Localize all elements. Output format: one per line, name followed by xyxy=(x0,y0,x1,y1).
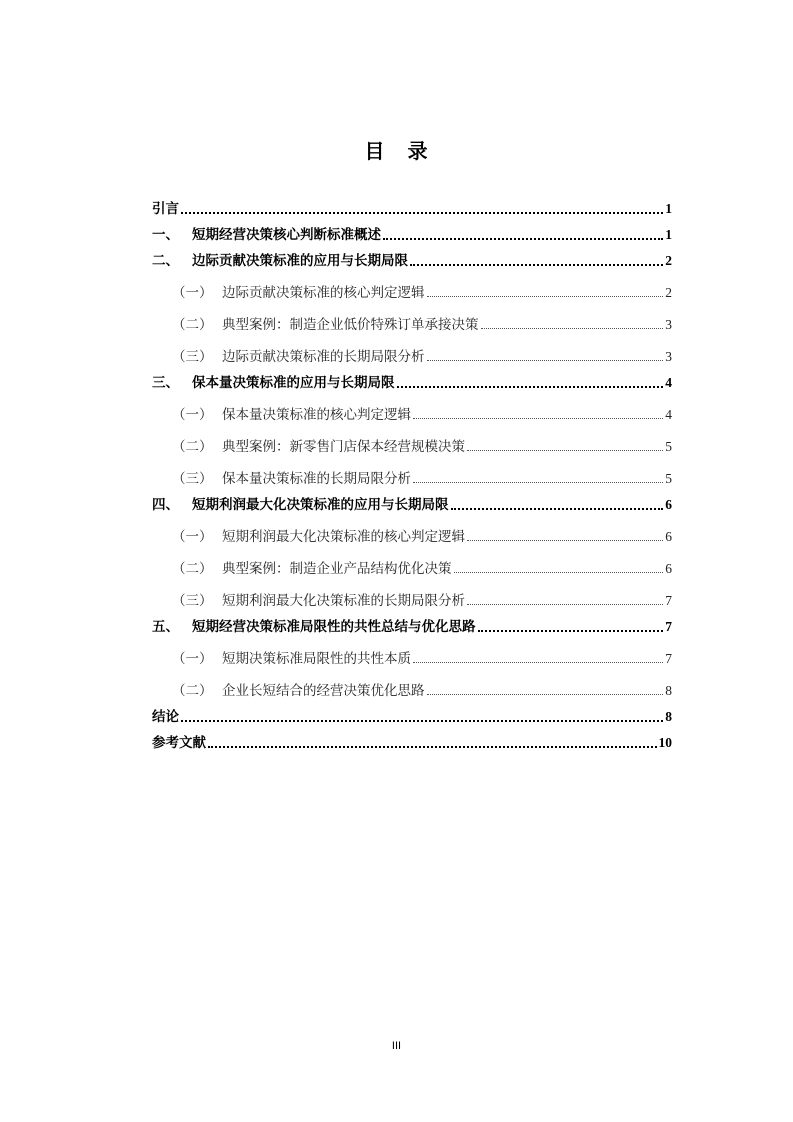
toc-entry-number: （一） xyxy=(172,285,213,301)
toc-dot-leader xyxy=(478,630,664,632)
toc-entry-section[interactable] xyxy=(172,280,672,302)
toc-dot-leader xyxy=(427,296,664,297)
toc-entry-chapter[interactable] xyxy=(152,614,672,636)
toc-entry-title: 保本量决策标准的应用与长期局限 xyxy=(192,375,395,391)
toc-entry-page-number: 5 xyxy=(665,471,672,486)
toc-entry-title: 短期利润最大化决策标准的核心判定逻辑 xyxy=(222,529,465,545)
toc-entry-title: 典型案例：制造企业产品结构优化决策 xyxy=(222,561,452,577)
toc-entry-page-number: 7 xyxy=(665,619,672,634)
toc-entry-page-number: 8 xyxy=(665,683,672,698)
toc-title xyxy=(0,135,793,164)
toc-entry-title: 边际贡献决策标准的长期局限分析 xyxy=(222,349,425,365)
toc-entry-section[interactable] xyxy=(172,588,672,610)
toc-entry-chapter[interactable] xyxy=(152,222,672,244)
toc-title-char-2: 录 xyxy=(407,139,429,163)
toc-entry-chapter[interactable] xyxy=(152,492,672,514)
toc-entry-section[interactable] xyxy=(172,646,672,668)
toc-entry-number: （一） xyxy=(172,407,213,423)
toc-entry-page-number: 6 xyxy=(665,529,672,544)
toc-dot-leader xyxy=(467,604,663,605)
toc-entry-section[interactable] xyxy=(172,434,672,456)
toc-entry-number: （二） xyxy=(172,439,213,455)
toc-dot-leader xyxy=(413,418,663,419)
toc-entry-section[interactable] xyxy=(172,524,672,546)
toc-entry-page-number: 2 xyxy=(665,285,672,300)
toc-entry-chapter[interactable] xyxy=(152,704,672,726)
toc-entry-number: （二） xyxy=(172,683,213,699)
toc-entry-number: 三、 xyxy=(152,375,179,391)
toc-dot-leader xyxy=(410,264,663,266)
toc-entry-section[interactable] xyxy=(172,402,672,424)
toc-entry-number: （二） xyxy=(172,317,213,333)
toc-entry-title: 引言 xyxy=(152,201,179,217)
toc-entry-page-number: 8 xyxy=(665,709,672,724)
toc-dot-leader xyxy=(397,386,664,388)
toc-dot-leader xyxy=(454,572,664,573)
toc-entry-title: 结论 xyxy=(152,709,179,725)
toc-entry-section[interactable] xyxy=(172,344,672,366)
toc-dot-leader xyxy=(451,508,664,510)
toc-dot-leader xyxy=(467,540,663,541)
toc-entry-title: 典型案例：新零售门店保本经营规模决策 xyxy=(222,439,465,455)
toc-dot-leader xyxy=(181,720,663,722)
toc-entry-title: 保本量决策标准的核心判定逻辑 xyxy=(222,407,411,423)
toc-entry-page-number: 2 xyxy=(665,253,672,268)
toc-entry-section[interactable] xyxy=(172,678,672,700)
toc-entry-section[interactable] xyxy=(172,556,672,578)
toc-entry-number: 四、 xyxy=(152,497,179,513)
toc-entry-chapter[interactable] xyxy=(152,730,672,752)
toc-entry-page-number: 3 xyxy=(665,349,672,364)
toc-entry-title: 企业长短结合的经营决策优化思路 xyxy=(222,683,425,699)
toc-entry-number: （三） xyxy=(172,349,213,365)
toc-entry-chapter[interactable] xyxy=(152,370,672,392)
toc-entry-title: 边际贡献决策标准的核心判定逻辑 xyxy=(222,285,425,301)
toc-dot-leader xyxy=(413,482,663,483)
toc-entry-page-number: 7 xyxy=(665,593,672,608)
toc-entry-page-number: 6 xyxy=(665,497,672,512)
toc-entry-number: （二） xyxy=(172,561,213,577)
toc-entry-number: （三） xyxy=(172,471,213,487)
toc-entry-title: 短期经营决策核心判断标准概述 xyxy=(192,227,381,243)
toc-entry-page-number: 4 xyxy=(665,375,672,390)
toc-entry-title: 短期利润最大化决策标准的应用与长期局限 xyxy=(192,497,449,513)
toc-entry-number: （一） xyxy=(172,529,213,545)
toc-dot-leader xyxy=(481,328,664,329)
toc-entry-page-number: 1 xyxy=(665,227,672,242)
toc-entry-number: （一） xyxy=(172,651,213,667)
toc-entry-page-number: 6 xyxy=(665,561,672,576)
toc-entry-page-number: 10 xyxy=(658,735,672,750)
toc-entry-section[interactable] xyxy=(172,312,672,334)
toc-entry-page-number: 5 xyxy=(665,439,672,454)
toc-title-char-1: 目 xyxy=(364,139,386,163)
toc-dot-leader xyxy=(181,212,663,214)
toc-dot-leader xyxy=(208,746,657,748)
toc-dot-leader xyxy=(383,238,663,240)
toc-entry-title: 短期经营决策标准局限性的共性总结与优化思路 xyxy=(192,619,476,635)
toc-entry-page-number: 7 xyxy=(665,651,672,666)
toc-entry-title: 保本量决策标准的长期局限分析 xyxy=(222,471,411,487)
toc-dot-leader xyxy=(413,662,663,663)
toc-entry-page-number: 3 xyxy=(665,317,672,332)
toc-entry-page-number: 1 xyxy=(665,201,672,216)
toc-entry-section[interactable] xyxy=(172,466,672,488)
page-number: III xyxy=(391,1040,402,1052)
toc-entry-title: 典型案例：制造企业低价特殊订单承接决策 xyxy=(222,317,479,333)
toc-entry-chapter[interactable] xyxy=(152,248,672,270)
toc-dot-leader xyxy=(467,450,663,451)
toc-entry-number: 二、 xyxy=(152,253,179,269)
toc-entry-chapter[interactable] xyxy=(152,196,672,218)
toc-entry-title: 参考文献 xyxy=(152,735,206,751)
toc-entry-number: （三） xyxy=(172,593,213,609)
toc-dot-leader xyxy=(427,360,664,361)
toc-entry-number: 一、 xyxy=(152,227,179,243)
toc-entry-title: 短期决策标准局限性的共性本质 xyxy=(222,651,411,667)
toc-entry-title: 边际贡献决策标准的应用与长期局限 xyxy=(192,253,408,269)
toc-entry-title: 短期利润最大化决策标准的长期局限分析 xyxy=(222,593,465,609)
toc-entry-number: 五、 xyxy=(152,619,179,635)
toc-dot-leader xyxy=(427,694,664,695)
toc-entry-page-number: 4 xyxy=(665,407,672,422)
